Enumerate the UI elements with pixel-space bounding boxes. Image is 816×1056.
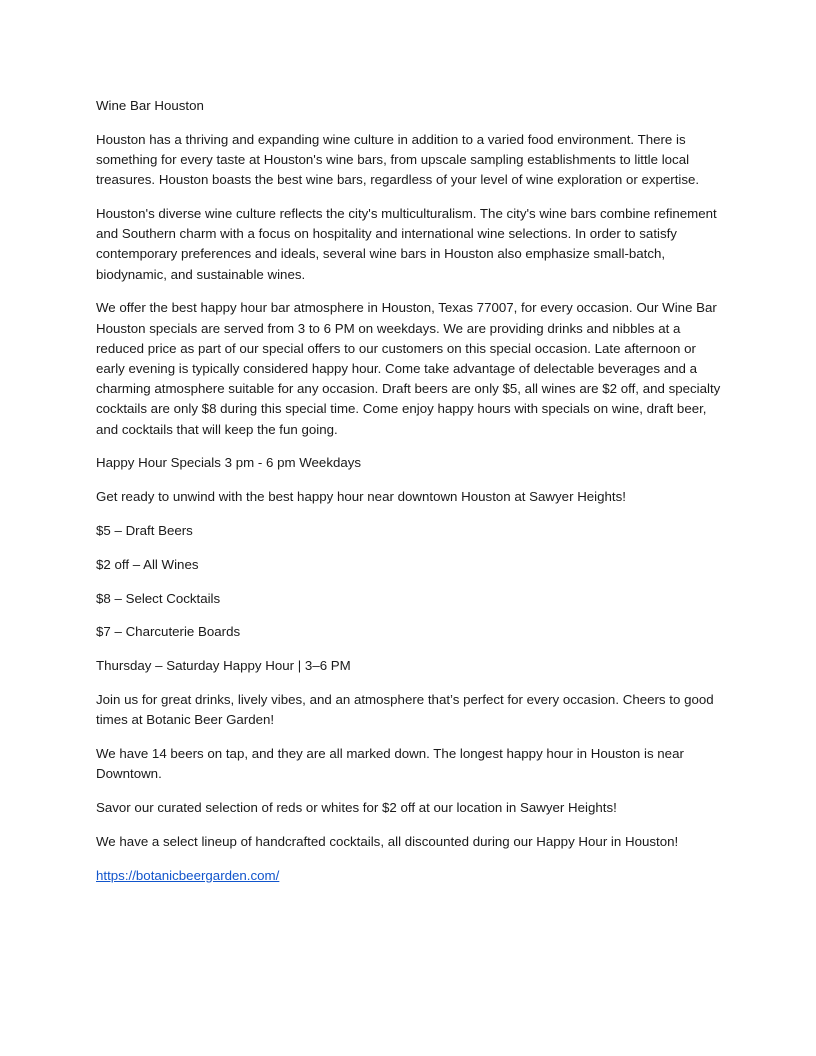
beers-on-tap-paragraph: We have 14 beers on tap, and they are all marked down. The longest happy hour in Houston is near Downtown.	[96, 746, 684, 782]
document-title: Wine Bar Houston	[96, 98, 204, 113]
website-link-paragraph	[96, 866, 722, 886]
special-charcuterie: $7 – Charcuterie Boards	[96, 624, 241, 640]
website-link[interactable]: https://botanicbeergarden.com/	[96, 867, 280, 883]
intro-paragraph: Houston has a thriving and expanding wine culture in addition to a varied food environment. There is something for every taste at Houston's wine bars, from upscale sampling establishments to little local treasures. Houston boasts the best wine bars, regardless of your level of wine exploration or expertise.	[96, 131, 700, 188]
get-ready-paragraph: Get ready to unwind with the best happy hour near downtown Houston at Sawyer Heights!	[96, 489, 626, 505]
offer-paragraph: We offer the best happy hour bar atmosphere in Houston, Texas 77007, for every occasion. Our Wine Bar Houston specials are served from 3 to 6 PM on weekdays. We are providing drinks and nibbles at a reduced price as part of our special offers to our customers on this special occasion. Late afternoon or early evening is typically considered happy hour. Come take advantage of delectable beverages and a charming atmosphere suitable for any occasion. Draft beers are only $5, all wines are $2 off, and specialty cocktails are only $8 during this special time. Come enjoy happy hours with specials on wine, draft beer, and cocktails that will keep the fun going.	[96, 300, 721, 437]
join-us-paragraph: Join us for great drinks, lively vibes, and an atmosphere that’s perfect for every occasion. Cheers to good times at Botanic Beer Garden!	[96, 692, 714, 728]
cocktails-paragraph: We have a select lineup of handcrafted cocktails, all discounted during our Happy Hour in Houston!	[96, 833, 679, 849]
special-draft-beers: $5 – Draft Beers	[96, 523, 193, 539]
document-body	[96, 96, 722, 899]
specials-heading: Happy Hour Specials 3 pm - 6 pm Weekdays	[96, 455, 362, 471]
schedule-line: Thursday – Saturday Happy Hour | 3–6 PM	[96, 658, 351, 674]
special-wines: $2 off – All Wines	[96, 556, 199, 572]
special-cocktails: $8 – Select Cocktails	[96, 590, 221, 606]
savor-paragraph: Savor our curated selection of reds or whites for $2 off at our location in Sawyer Heights!	[96, 800, 617, 815]
culture-paragraph: Houston's diverse wine culture reflects the city's multiculturalism. The city's wine bars combine refinement and Southern charm with a focus on hospitality and international wine selections. In order to satisfy contemporary preferences and ideals, several wine bars in Houston also emphasize small-batch, biodynamic, and sustainable wines.	[96, 206, 717, 282]
